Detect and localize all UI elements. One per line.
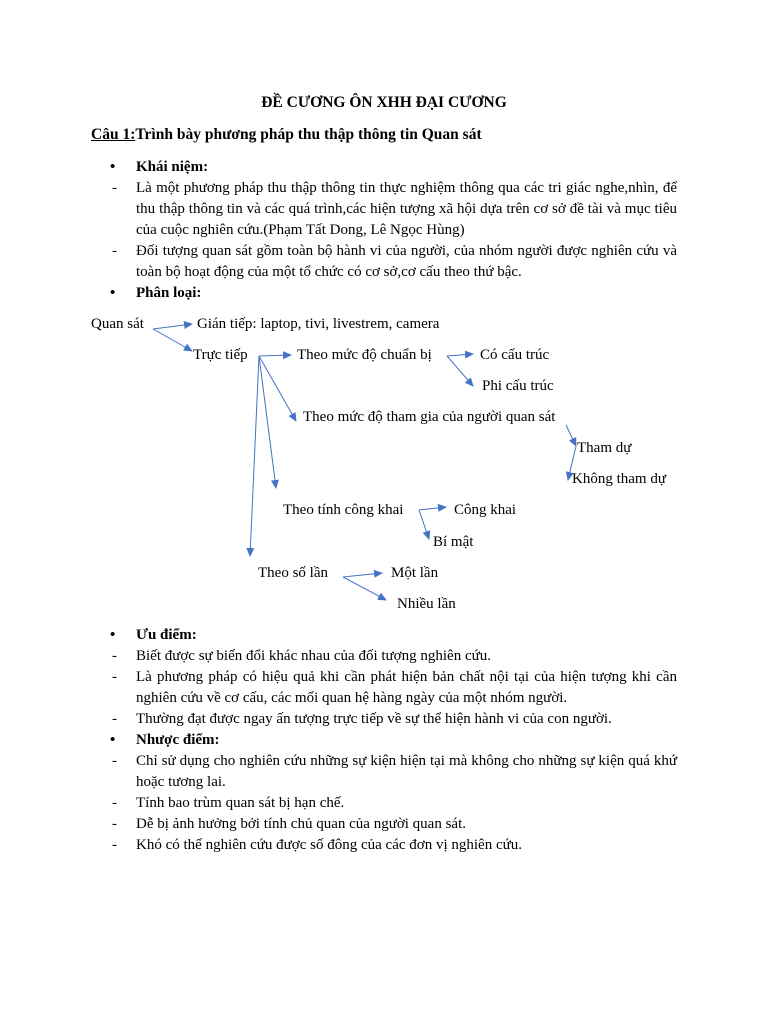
item-text: Là một phương pháp thu thập thông tin thực nghiệm thông qua các tri giác nghe,nhìn, để thu thập thông tin và các quá trình,các hiện tượng xã hội dựa trên cơ sở đề tài và mục tiêu của cuộc nghiên cứu.(Phạm Tất Dong, Lê Ngọc Hùng) <box>136 180 677 238</box>
arrow <box>259 356 276 488</box>
heading-uu-diem: Ưu điểm: <box>136 627 197 643</box>
node-tham-du: Tham dự <box>577 440 632 456</box>
node-khong-tham-du: Không tham dự <box>572 471 666 487</box>
node-quan-sat: Quan sát <box>91 316 144 332</box>
item-text: Biết được sự biến đổi khác nhau của đối tượng nghiên cứu. <box>136 648 491 664</box>
item-text: Đối tượng quan sát gồm toàn bộ hành vi của người, của nhóm người được nghiên cứu và toàn bộ hoạt động của một tổ chức có cơ sở,cơ cấu theo thứ bậc. <box>136 243 677 280</box>
arrow <box>343 573 382 577</box>
node-cong-khai: Công khai <box>454 502 517 518</box>
list-item <box>91 835 677 856</box>
question-number: Câu 1: <box>91 126 136 143</box>
arrow <box>419 510 429 539</box>
node-co-cau-truc: Có cấu trúc <box>480 347 550 363</box>
node-theo-cong-khai: Theo tính công khai <box>283 502 404 518</box>
node-theo-tham-gia: Theo mức độ tham gia của người quan sát <box>303 409 556 425</box>
bullet-icon: • <box>110 285 116 301</box>
dash-icon: - <box>112 180 117 196</box>
list-item <box>91 646 677 667</box>
bullet-icon: • <box>110 627 116 643</box>
node-gian-tiep: Gián tiếp: laptop, tivi, livestrem, camera <box>197 316 440 332</box>
dash-icon: - <box>112 711 117 727</box>
node-nhieu-lan: Nhiều lần <box>397 596 456 612</box>
dash-icon: - <box>112 669 117 685</box>
dash-icon: - <box>112 816 117 832</box>
node-truc-tiep: Trực tiếp <box>193 347 248 363</box>
arrow <box>153 324 192 329</box>
node-theo-so-lan: Theo số lần <box>258 565 328 581</box>
arrow <box>447 356 473 386</box>
arrow <box>566 425 576 446</box>
dash-icon: - <box>112 837 117 853</box>
arrow <box>343 577 386 600</box>
item-text: Khó có thể nghiên cứu được số đông của các đơn vị nghiên cứu. <box>136 837 522 853</box>
item-text: Chỉ sử dụng cho nghiên cứu những sự kiện hiện tại mà không cho những sự kiện quá khứ hoặc tương lai. <box>136 753 677 790</box>
node-bi-mat: Bí mật <box>433 534 474 550</box>
arrow <box>153 329 192 351</box>
arrow <box>259 355 291 356</box>
bullet-icon: • <box>110 159 116 175</box>
list-item <box>91 751 677 793</box>
node-mot-lan: Một lần <box>391 565 439 581</box>
item-text: Tính bao trùm quan sát bị hạn chế. <box>136 795 345 811</box>
node-theo-chuan-bi: Theo mức độ chuẩn bị <box>297 347 432 363</box>
dash-icon: - <box>112 648 117 664</box>
list-item <box>91 793 677 814</box>
arrow <box>447 354 473 356</box>
dash-icon: - <box>112 753 117 769</box>
list-item <box>91 709 677 730</box>
bullet-heading <box>91 625 677 646</box>
dash-icon: - <box>112 243 117 259</box>
arrow <box>259 356 296 421</box>
list-item <box>91 667 677 709</box>
node-phi-cau-truc: Phi cấu trúc <box>482 378 554 394</box>
dash-icon: - <box>112 795 117 811</box>
question-text: Trình bày phương pháp thu thập thông tin Quan sát <box>135 126 482 143</box>
heading-phan-loai: Phân loại: <box>136 285 202 301</box>
item-text: Dễ bị ảnh hưởng bởi tính chủ quan của người quan sát. <box>136 816 466 832</box>
bullet-icon: • <box>110 732 116 748</box>
heading-nhuoc-diem: Nhược điểm: <box>136 732 220 748</box>
arrow <box>419 507 446 510</box>
arrow <box>250 356 259 556</box>
section-uu-nhuoc-diem <box>91 625 677 856</box>
document-title: ĐỀ CƯƠNG ÔN XHH ĐẠI CƯƠNG <box>261 94 507 111</box>
bullet-heading <box>91 730 677 751</box>
heading-khai-niem: Khái niệm: <box>136 159 209 175</box>
item-text: Là phương pháp có hiệu quả khi cần phát hiện bản chất nội tại của hiện tượng khi cần nghiên cứu về cơ cấu, các mối quan hệ hàng ngày của một nhóm người. <box>136 669 677 706</box>
item-text: Thường đạt được ngay ấn tượng trực tiếp về sự thể hiện hành vi của con người. <box>136 711 612 727</box>
list-item <box>91 814 677 835</box>
